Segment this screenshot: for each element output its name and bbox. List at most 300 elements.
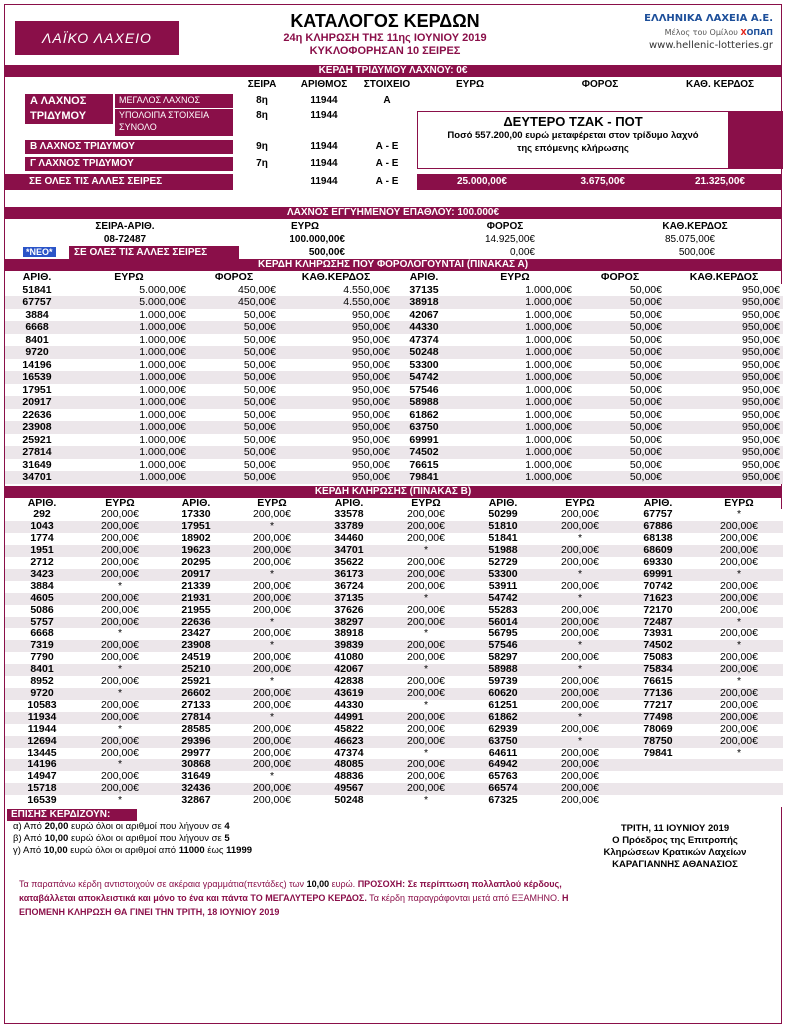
table-row (5, 309, 783, 322)
prize-amount: 200,00€ (695, 724, 783, 736)
prize-amount: 1.000,00€ (69, 346, 189, 359)
prize-amount: 50,00€ (189, 471, 279, 484)
winning-number: 17951 (5, 384, 69, 397)
prize-amount: 50,00€ (189, 446, 279, 459)
winning-number: 69991 (621, 569, 695, 581)
prize-amount: 200,00€ (231, 593, 313, 605)
prize-amount: 200,00€ (539, 676, 621, 688)
winning-number: 65763 (467, 771, 539, 783)
table-a-header (5, 271, 783, 284)
prize-amount: 950,00€ (279, 409, 393, 422)
prize-amount: 950,00€ (665, 421, 783, 434)
prize-amount: * (695, 640, 783, 652)
winning-number: 9720 (5, 688, 79, 700)
winning-number: 34701 (313, 545, 385, 557)
prize-amount: 200,00€ (385, 676, 467, 688)
table-row (5, 545, 783, 557)
winning-number: 20295 (161, 557, 231, 569)
c-prize-row (5, 157, 781, 171)
prize-list-page (4, 4, 782, 1024)
prize-amount: 200,00€ (539, 795, 621, 807)
winning-number (621, 795, 695, 807)
winning-number: 61862 (467, 712, 539, 724)
winning-number: 75083 (621, 652, 695, 664)
prize-amount: 50,00€ (575, 359, 665, 372)
prize-amount (695, 759, 783, 771)
winning-number: 27133 (161, 700, 231, 712)
prize-amount: 50,00€ (189, 371, 279, 384)
prize-amount: 200,00€ (385, 509, 467, 521)
prize-amount: 200,00€ (385, 712, 467, 724)
prize-amount: 950,00€ (279, 359, 393, 372)
extra-c-from: 11000 (178, 845, 205, 857)
winning-number: 22636 (161, 617, 231, 629)
winning-number: 61862 (393, 409, 455, 422)
note-text-1: Τα παραπάνω κέρδη αντιστοιχούν σε ακέραια γραμμάτια(πεντάδες) των (19, 879, 307, 890)
table-row (5, 284, 783, 297)
winning-number: 37135 (313, 593, 385, 605)
prize-amount: 200,00€ (695, 533, 783, 545)
prize-amount: 950,00€ (279, 421, 393, 434)
winning-number: 2712 (5, 557, 79, 569)
prize-amount: 200,00€ (539, 783, 621, 795)
prize-amount: 50,00€ (189, 321, 279, 334)
prize-amount: 1.000,00€ (69, 384, 189, 397)
prize-amount: 200,00€ (231, 748, 313, 760)
winning-number: 3423 (5, 569, 79, 581)
table-b-body (5, 509, 783, 807)
prize-amount: 200,00€ (539, 521, 621, 533)
prize-amount: 950,00€ (279, 471, 393, 484)
prize-amount: * (539, 736, 621, 748)
prize-amount: 200,00€ (385, 617, 467, 629)
carryover-title: ΔΕΥΤΕΡΟ ΤΖΑΚ - ΠΟΤ (503, 114, 643, 129)
winning-number: 58297 (467, 652, 539, 664)
prize-amount: 200,00€ (231, 783, 313, 795)
g-col-tax: ΦΟΡΟΣ (486, 221, 524, 232)
all-net: 21.325,00€ (694, 176, 745, 187)
prize-amount: 200,00€ (231, 688, 313, 700)
winning-number (621, 759, 695, 771)
table-b-col-header: ΑΡΙΘ. (334, 497, 364, 509)
prize-amount: 50,00€ (189, 409, 279, 422)
winning-number: 74502 (393, 446, 455, 459)
extra-b-digit: 5 (224, 833, 230, 845)
winning-number: 48085 (313, 759, 385, 771)
prize-amount: 200,00€ (385, 736, 467, 748)
prize-amount: 950,00€ (665, 309, 783, 322)
winning-number: 63750 (467, 736, 539, 748)
prize-amount: 950,00€ (665, 434, 783, 447)
prize-amount: * (695, 748, 783, 760)
table-row (5, 640, 783, 652)
website-link[interactable]: www.hellenic-lotteries.gr (649, 40, 773, 51)
prize-amount: * (231, 640, 313, 652)
winning-number: 5757 (5, 617, 79, 629)
prize-amount: 200,00€ (231, 509, 313, 521)
prize-amount: * (79, 581, 161, 593)
table-row (5, 771, 783, 783)
carryover-line2: της επόμενης κλήρωσης (517, 143, 629, 154)
winning-number: 67886 (621, 521, 695, 533)
winning-number: 8401 (5, 664, 79, 676)
winning-number: 21955 (161, 605, 231, 617)
winning-number: 20917 (161, 569, 231, 581)
table-row (5, 533, 783, 545)
prize-amount: 50,00€ (575, 346, 665, 359)
prize-amount: 950,00€ (279, 396, 393, 409)
prize-amount: * (231, 521, 313, 533)
winning-number: 50299 (467, 509, 539, 521)
winning-number: 69330 (621, 557, 695, 569)
prize-amount: * (79, 688, 161, 700)
table-row (5, 459, 783, 472)
winning-number: 58988 (393, 396, 455, 409)
extra-line-a (7, 821, 349, 833)
winning-number: 23908 (161, 640, 231, 652)
prize-amount: 1.000,00€ (69, 471, 189, 484)
prize-amount: 200,00€ (695, 652, 783, 664)
note-amount: 10,00 (306, 879, 330, 890)
all-euro: 25.000,00€ (456, 176, 507, 187)
winning-number: 8401 (5, 334, 69, 347)
prize-amount: 200,00€ (79, 533, 161, 545)
prize-amount: 200,00€ (539, 724, 621, 736)
prize-amount: 200,00€ (79, 545, 161, 557)
prize-amount: 1.000,00€ (455, 371, 575, 384)
winning-number: 25210 (161, 664, 231, 676)
winning-number: 9720 (5, 346, 69, 359)
extra-a-text: ευρώ όλοι οι αριθμοί που λήγουν σε (68, 821, 225, 833)
prize-amount: 200,00€ (385, 533, 467, 545)
winning-number: 1951 (5, 545, 79, 557)
rest-prize-label-line1: ΥΠΟΛΟΙΠΑ ΣΤΟΙΧΕΙΑ (119, 110, 210, 120)
prize-amount: 1.000,00€ (69, 334, 189, 347)
winning-number: 12694 (5, 736, 79, 748)
table-row (5, 334, 783, 347)
g-other-tax: 0,00€ (509, 247, 535, 258)
prize-amount: 4.550,00€ (279, 296, 393, 309)
prize-amount: 200,00€ (79, 509, 161, 521)
winning-number: 53300 (393, 359, 455, 372)
winning-number (621, 771, 695, 783)
prize-amount: 950,00€ (279, 459, 393, 472)
prize-amount: 50,00€ (189, 396, 279, 409)
prize-amount: 200,00€ (231, 724, 313, 736)
winning-number: 68609 (621, 545, 695, 557)
table-b-col-header: ΑΡΙΘ. (27, 497, 57, 509)
table-b-col-header: ΑΡΙΘ. (181, 497, 211, 509)
prize-amount: 950,00€ (665, 471, 783, 484)
prize-amount: 50,00€ (575, 384, 665, 397)
prize-amount: 50,00€ (189, 334, 279, 347)
guaranteed-header-row (5, 220, 781, 233)
prize-amount: 200,00€ (231, 533, 313, 545)
prize-amount: 200,00€ (79, 676, 161, 688)
table-a (5, 271, 783, 484)
winning-number: 32867 (161, 795, 231, 807)
prize-amount: * (385, 795, 467, 807)
winning-number: 71623 (621, 593, 695, 605)
table-a-banner: ΚΕΡΔΗ ΚΛΗΡΩΣΗΣ ΠΟΥ ΦΟΡΟΛΟΓΟΥΝΤΑΙ (ΠΙΝΑΚΑΣ Α) (5, 259, 781, 271)
prize-amount: * (695, 676, 783, 688)
prize-amount: 950,00€ (279, 434, 393, 447)
b-prize-row (5, 140, 781, 154)
winning-number: 34701 (5, 471, 69, 484)
extra-b-text: ευρώ όλοι οι αριθμοί που λήγουν σε (68, 833, 225, 845)
prize-amount: 950,00€ (665, 284, 783, 297)
opap-logo-mark: Χ (740, 28, 747, 37)
prize-amount: * (695, 509, 783, 521)
extra-b-amount: 10,00 (44, 833, 69, 845)
table-row (5, 434, 783, 447)
winning-number: 16539 (5, 371, 69, 384)
prize-amount: * (539, 593, 621, 605)
prize-amount: 50,00€ (575, 396, 665, 409)
table-a-col-header: ΑΡΙΘ. (22, 271, 52, 283)
prize-amount: * (539, 664, 621, 676)
prize-amount: 200,00€ (385, 581, 467, 593)
table-row (5, 346, 783, 359)
table-a-col-header: ΕΥΡΩ (500, 271, 530, 283)
prize-amount: 50,00€ (575, 434, 665, 447)
note-warning: ΠΡΟΣΟΧΗ: Σε περίπτωση πολλαπλού κέρδους, καταβάλλεται αποκλειστικά και μόνο το ένα και πάντα ΤΟ ΜΕΓΑΛΥΤΕΡΟ ΚΕΡΔΟΣ. (19, 879, 562, 904)
winning-number: 52729 (467, 557, 539, 569)
prize-amount: 200,00€ (695, 688, 783, 700)
prize-amount: 450,00€ (189, 296, 279, 309)
col-element: ΣΤΟΙΧΕΙΟ (363, 79, 411, 90)
prize-amount: 950,00€ (279, 346, 393, 359)
prize-amount: 950,00€ (665, 321, 783, 334)
big-prize-row (5, 94, 781, 108)
prize-amount: 50,00€ (575, 321, 665, 334)
table-row (5, 617, 783, 629)
prize-amount: 200,00€ (79, 736, 161, 748)
table-row (5, 409, 783, 422)
prize-amount: 200,00€ (385, 688, 467, 700)
prize-amount: 50,00€ (575, 284, 665, 297)
winning-number: 292 (5, 509, 79, 521)
winning-number: 67757 (5, 296, 69, 309)
prize-amount: 950,00€ (665, 296, 783, 309)
winning-number: 67325 (467, 795, 539, 807)
prize-amount: 50,00€ (575, 446, 665, 459)
prize-amount: 50,00€ (575, 459, 665, 472)
prize-amount: 200,00€ (385, 724, 467, 736)
prize-amount: 200,00€ (539, 581, 621, 593)
winning-number: 36724 (313, 581, 385, 593)
winning-number: 11934 (5, 712, 79, 724)
prize-amount: 200,00€ (231, 581, 313, 593)
prize-amount: * (695, 617, 783, 629)
prize-amount: 200,00€ (539, 771, 621, 783)
winning-number: 17951 (161, 521, 231, 533)
winning-number: 58988 (467, 664, 539, 676)
table-row (5, 724, 783, 736)
winning-number: 17330 (161, 509, 231, 521)
g-tax: 14.925,00€ (484, 234, 535, 245)
winning-number: 22636 (5, 409, 69, 422)
prize-amount: 200,00€ (539, 700, 621, 712)
winning-number: 73931 (621, 628, 695, 640)
prize-amount: 1.000,00€ (455, 359, 575, 372)
prize-amount: 50,00€ (575, 334, 665, 347)
prize-amount: * (231, 676, 313, 688)
table-row (5, 384, 783, 397)
winning-number: 79841 (393, 471, 455, 484)
new-badge: *ΝΕΟ* (23, 247, 56, 257)
extra-a-digit: 4 (224, 821, 230, 833)
prize-amount: 50,00€ (189, 434, 279, 447)
prize-amount: 50,00€ (189, 359, 279, 372)
table-row (5, 471, 783, 484)
winning-number: 74502 (621, 640, 695, 652)
prize-amount: 1.000,00€ (69, 434, 189, 447)
big-prize-label: ΜΕΓΑΛΟΣ ΛΑΧΝΟΣ (115, 94, 233, 108)
col-euro: ΕΥΡΩ (455, 79, 485, 90)
winning-number: 75834 (621, 664, 695, 676)
c-prize-label: Γ ΛΑΧΝΟΣ ΤΡΙΔΥΜΟΥ (25, 157, 233, 171)
col-series: ΣΕΙΡΑ (247, 79, 277, 90)
table-row (5, 736, 783, 748)
winning-number: 78069 (621, 724, 695, 736)
prize-amount: * (539, 640, 621, 652)
prize-amount: 200,00€ (79, 605, 161, 617)
winning-number: 69991 (393, 434, 455, 447)
guaranteed-winner-row (5, 233, 781, 246)
prize-amount: 950,00€ (665, 371, 783, 384)
table-row (5, 688, 783, 700)
c-element: Α - Ε (375, 158, 399, 169)
extra-b-pre: β) Από (13, 833, 45, 845)
winning-number: 76615 (393, 459, 455, 472)
prize-amount: 200,00€ (539, 759, 621, 771)
lottery-logo: ΛΑΪΚΟ ΛΑΧΕΙΟ (15, 21, 179, 55)
prize-amount: 50,00€ (189, 459, 279, 472)
table-row (5, 581, 783, 593)
c-series: 7η (256, 158, 268, 169)
prize-amount: 50,00€ (575, 296, 665, 309)
neo-badge-wrap (23, 246, 65, 259)
table-row (5, 795, 783, 807)
winning-number: 20917 (5, 396, 69, 409)
winning-number: 60620 (467, 688, 539, 700)
guaranteed-other-row (5, 246, 781, 259)
table-b-col-header: ΑΡΙΘ. (488, 497, 518, 509)
prize-amount: 50,00€ (189, 384, 279, 397)
winning-number: 55283 (467, 605, 539, 617)
prize-amount: 200,00€ (695, 628, 783, 640)
winning-number: 53300 (467, 569, 539, 581)
prize-amount: 200,00€ (79, 617, 161, 629)
winning-number: 48836 (313, 771, 385, 783)
prize-amount (695, 795, 783, 807)
winning-number: 72487 (621, 617, 695, 629)
prize-amount: 200,00€ (385, 652, 467, 664)
signature-name: ΚΑΡΑΓΙΑΝΝΗΣ ΑΘΑΝΑΣΙΟΣ (612, 859, 738, 871)
prize-amount: 200,00€ (231, 700, 313, 712)
prize-amount: 200,00€ (385, 783, 467, 795)
prize-amount: 200,00€ (231, 736, 313, 748)
prize-amount: 50,00€ (575, 371, 665, 384)
prize-amount: 1.000,00€ (455, 309, 575, 322)
prize-amount: 50,00€ (575, 471, 665, 484)
table-row (5, 748, 783, 760)
footer (5, 807, 781, 943)
table-row (5, 359, 783, 372)
winning-number: 47374 (393, 334, 455, 347)
b-series: 9η (256, 141, 268, 152)
prize-amount: 200,00€ (231, 628, 313, 640)
prize-amount: 200,00€ (385, 569, 467, 581)
prize-amount: 1.000,00€ (69, 421, 189, 434)
jackpot-banner: ΚΕΡΔΗ ΤΡΙΔΥΜΟΥ ΛΑΧΝΟΥ: 0€ (5, 65, 781, 77)
winning-number: 53911 (467, 581, 539, 593)
winning-number: 15718 (5, 783, 79, 795)
brand-member-text: Μέλος του Ομίλου (664, 28, 738, 37)
prize-amount: 200,00€ (539, 545, 621, 557)
prize-amount: * (79, 795, 161, 807)
table-row (5, 700, 783, 712)
prize-amount: 1.000,00€ (455, 434, 575, 447)
prize-amount: 1.000,00€ (455, 384, 575, 397)
extra-line-c (7, 845, 349, 857)
extra-c-to: 11999 (226, 845, 253, 857)
winning-number: 44991 (313, 712, 385, 724)
carryover-line1: Ποσό 557.200,00 ευρώ μεταφέρεται στον τρίδυμο λαχνό (447, 130, 699, 141)
prize-amount: * (539, 712, 621, 724)
prize-amount: 200,00€ (695, 593, 783, 605)
col-number: ΑΡΙΘΜΟΣ (300, 79, 348, 90)
prize-amount: 50,00€ (575, 409, 665, 422)
winning-number: 38918 (393, 296, 455, 309)
prize-amount: 450,00€ (189, 284, 279, 297)
prize-amount: 1.000,00€ (455, 346, 575, 359)
prize-amount: 200,00€ (385, 557, 467, 569)
prize-amount: * (79, 664, 161, 676)
prize-amount: 50,00€ (575, 421, 665, 434)
page-title: ΚΑΤΑΛΟΓΟΣ ΚΕΡΔΩΝ (290, 11, 480, 31)
prize-amount: 200,00€ (539, 509, 621, 521)
winning-number: 14196 (5, 359, 69, 372)
prize-amount: 950,00€ (665, 334, 783, 347)
winning-number (621, 783, 695, 795)
winning-number: 16539 (5, 795, 79, 807)
winning-number: 33789 (313, 521, 385, 533)
table-b-col-header: ΕΥΡΩ (724, 497, 754, 509)
prize-amount: 200,00€ (385, 521, 467, 533)
winning-number: 24519 (161, 652, 231, 664)
winning-number: 8952 (5, 676, 79, 688)
prize-amount: 1.000,00€ (69, 371, 189, 384)
winning-number: 77217 (621, 700, 695, 712)
prize-amount: 200,00€ (231, 605, 313, 617)
prize-amount: 200,00€ (79, 521, 161, 533)
winning-number: 7790 (5, 652, 79, 664)
prize-amount: 200,00€ (385, 605, 467, 617)
winning-number: 70742 (621, 581, 695, 593)
prize-amount: 1.000,00€ (455, 409, 575, 422)
winning-number: 36173 (313, 569, 385, 581)
table-b-banner: ΚΕΡΔΗ ΚΛΗΡΩΣΗΣ (ΠΙΝΑΚΑΣ Β) (5, 486, 781, 498)
big-number: 11944 (310, 95, 338, 106)
prize-amount: 1.000,00€ (69, 321, 189, 334)
table-row (5, 712, 783, 724)
series-info: ΚΥΚΛΟΦΟΡΗΣΑΝ 10 ΣΕΙΡΕΣ (309, 45, 461, 57)
table-a-col-header: ΑΡΙΘ. (409, 271, 439, 283)
brand-name: ΕΛΛΗΝΙΚΑ ΛΑΧΕΙΑ Α.Ε. (644, 13, 773, 24)
winning-number: 6668 (5, 628, 79, 640)
